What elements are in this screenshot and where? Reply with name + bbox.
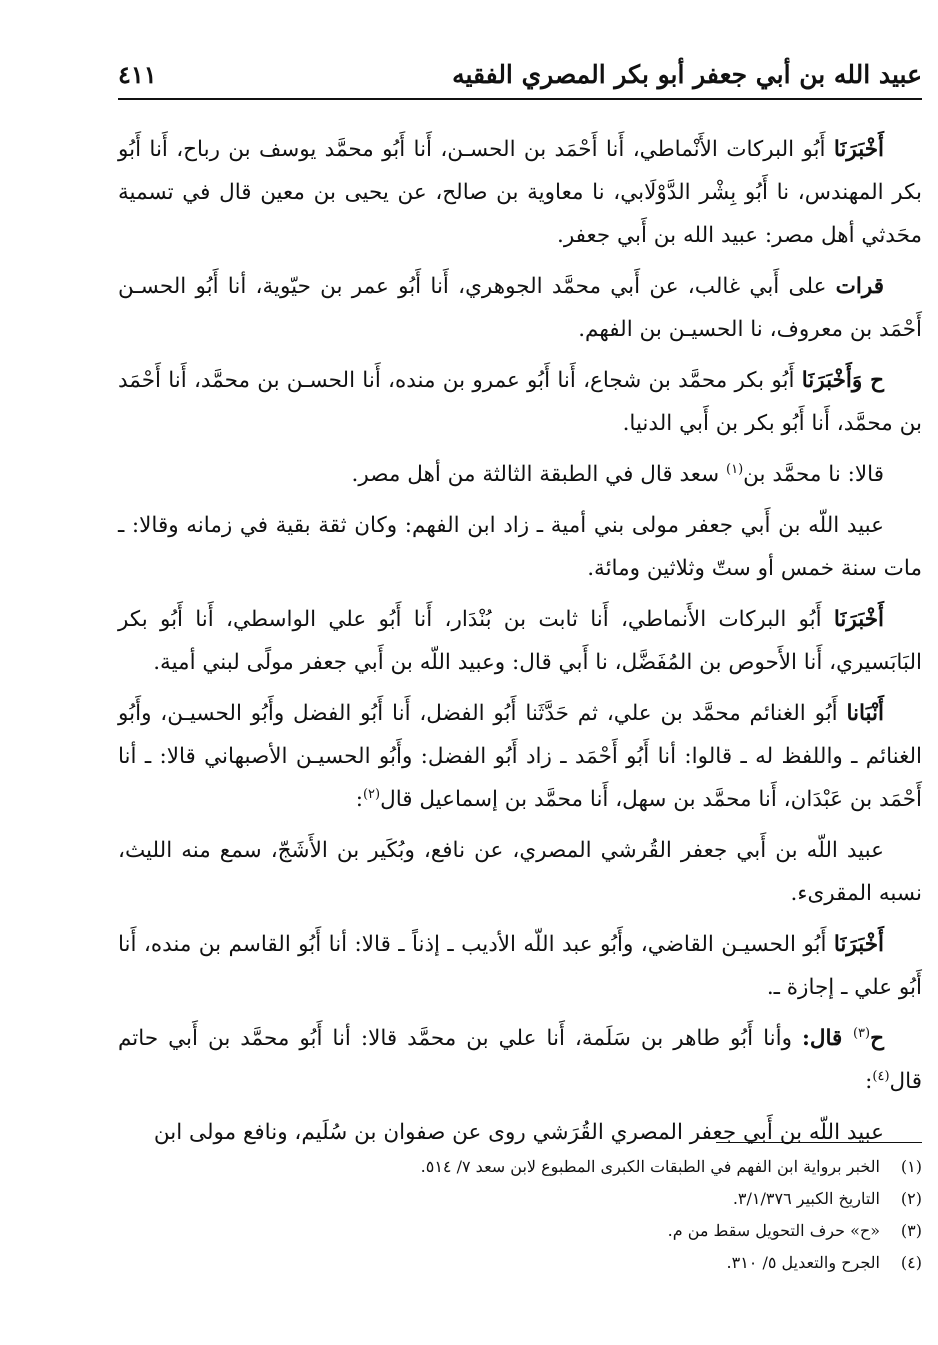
footnote-rule: [716, 1142, 922, 1143]
footnotes: [118, 1151, 922, 1279]
paragraph: [118, 598, 922, 684]
footnote: [118, 1183, 922, 1215]
page-header: [118, 54, 922, 94]
narration-keyword: أَنْبَانا: [846, 701, 884, 726]
footnote: [118, 1247, 922, 1279]
narration-keyword: أَخْبَرَنَا: [833, 607, 884, 632]
footnote-number: (٢): [900, 1189, 922, 1208]
footnote-number: (٤): [900, 1253, 922, 1272]
paragraph: [118, 829, 922, 915]
narration-keyword: قرات: [835, 274, 884, 299]
footnote-text: التاريخ الكبير ٣/١/٣٧٦.: [732, 1189, 880, 1208]
footnote-number: (٣): [900, 1221, 922, 1240]
footnote-ref[interactable]: (١): [726, 461, 744, 477]
paragraph-text: :: [355, 787, 363, 812]
running-title: عبيد الله بن أبي جعفر أبو بكر المصري الفقيه: [452, 59, 922, 89]
narration-keyword: قال:: [801, 1026, 853, 1051]
paragraph-text: عبيد اللّه بن أَبي جعفر المصري القُرَشي روى عن صفوان بن سُلَيم، ونافع مولى ابن: [153, 1120, 884, 1145]
paragraph: [118, 128, 922, 257]
paragraph-text: سعد قال في الطبقة الثالثة من أهل مصر.: [351, 462, 727, 487]
paragraph: [118, 504, 922, 590]
paragraph: [118, 453, 922, 496]
paragraph-text: أَبُو الغنائم محمَّد بن علي، ثم حَدَّثَنا أَبُو الفضل، أَنا أَبُو الفضل وأَبُو الحسيـن، وأَبُو الغنائم ـ واللفظ له ـ قالوا: أنا أَبُو أَحْمَد ـ زاد أَبُو الفضل: وأَبُو الحسيـن الأصبهاني قالا: ـ أنا أَحْمَد بن عَبْدَان، أَنا محمَّد بن سهل، أَنا محمَّد بن إسماعيل قال: [118, 701, 922, 812]
paragraph-text: قالا: نا محمَّد بن: [743, 462, 884, 487]
paragraph-text: أَبُو البركات الأَنماطي، أَنا ثابت بن بُنْدَار، أَنا أَبُو علي الواسطي، أَنا أَبُو بكر البَابَسيري، أَنا الأَحوص بن المُفَضَّل، نا أَبي قال: وعبيد اللّه بن أَبي جعفر مولًى لبني أمية.: [118, 607, 922, 675]
paragraph: [118, 1017, 922, 1103]
header-rule: [118, 98, 922, 100]
paragraph: [118, 265, 922, 351]
footnote: [118, 1215, 922, 1247]
paragraph-text: أَبُو البركات الأَنْماطي، أَنا أَحْمَد بن الحسـن، أَنا أَبُو محمَّد يوسف بن رباح، أَنا أَبُو بكر المهندس، نا أَبُو بِشْر الدَّوْلَابي، نا معاوية بن صالح، عن يحيى بن معين قال في تسمية محَدثي أهل مصر: عبيد الله بن أَبي جعفر.: [118, 137, 922, 248]
page-number: ٤١١: [118, 59, 157, 89]
footnote-text: الجرح والتعديل ٥/ ٣١٠.: [726, 1253, 880, 1272]
footnote-ref[interactable]: (٣): [852, 1025, 871, 1041]
paragraph-text: عبيد اللّه بن أَبي جعفر مولى بني أمية ـ زاد ابن الفهم: وكان ثقة بقية في زمانه وقالا: ـ مات سنة خمس أو ستّ وثلاثين ومائة.: [118, 513, 922, 581]
paragraph: [118, 1111, 922, 1154]
footnote-text: الخبر برواية ابن الفهم في الطبقات الكبرى المطبوع لابن سعد ٧/ ٥١٤.: [420, 1157, 880, 1176]
narration-keyword: ح: [870, 1026, 884, 1051]
footnote-ref[interactable]: (٢): [362, 786, 381, 802]
paragraph-text: أَبُو الحسيـن القاضي، وأَبُو عبد اللّه الأديب ـ إذناً ـ قالا: أنا أَبُو القاسم بن منده، أَنا أَبُو علي ـ إجازة ـ.: [118, 932, 922, 1000]
paragraph: [118, 923, 922, 1009]
footnote-ref[interactable]: (٤): [872, 1068, 890, 1084]
paragraph-text: أَبُو بكر محمَّد بن شجاع، أَنا أَبُو عمرو بن منده، أَنا الحسـن بن محمَّد، أَنا أَحْمَد بن محمَّد، أَنا أَبُو بكر بن أَبي الدنيا.: [118, 368, 922, 436]
narration-keyword: أَخْبَرَنَا: [833, 137, 885, 162]
paragraph: [118, 359, 922, 445]
footnote: [118, 1151, 922, 1183]
footnote-number: (١): [900, 1157, 922, 1176]
paragraph-text: وأنا أَبُو طاهر بن سَلَمة، أَنا علي بن محمَّد قالا: أنا أَبُو محمَّد بن أَبي حاتم قال: [118, 1026, 922, 1094]
paragraph: [118, 692, 922, 821]
main-text: [118, 128, 922, 1162]
footnote-text: «ح» حرف التحويل سقط من م.: [667, 1221, 880, 1240]
narration-keyword: أَخْبَرَنَا: [833, 932, 884, 957]
paragraph-text: عبيد اللّه بن أَبي جعفر القُرشي المصري، عن نافع، وبُكَير بن الأَشَجّ، سمع منه الليث، نسبه المقرىء.: [118, 838, 922, 906]
paragraph-text: :: [865, 1069, 873, 1094]
paragraph-text: على أَبي غالب، عن أَبي محمَّد الجوهري، أَنا أَبُو عمر بن حيّوية، أنا أَبُو الحسـن أَحْمَد بن معروف، نا الحسيـن بن الفهم.: [118, 274, 922, 342]
narration-keyword: ح وَأَخْبَرَنَا: [801, 368, 884, 393]
